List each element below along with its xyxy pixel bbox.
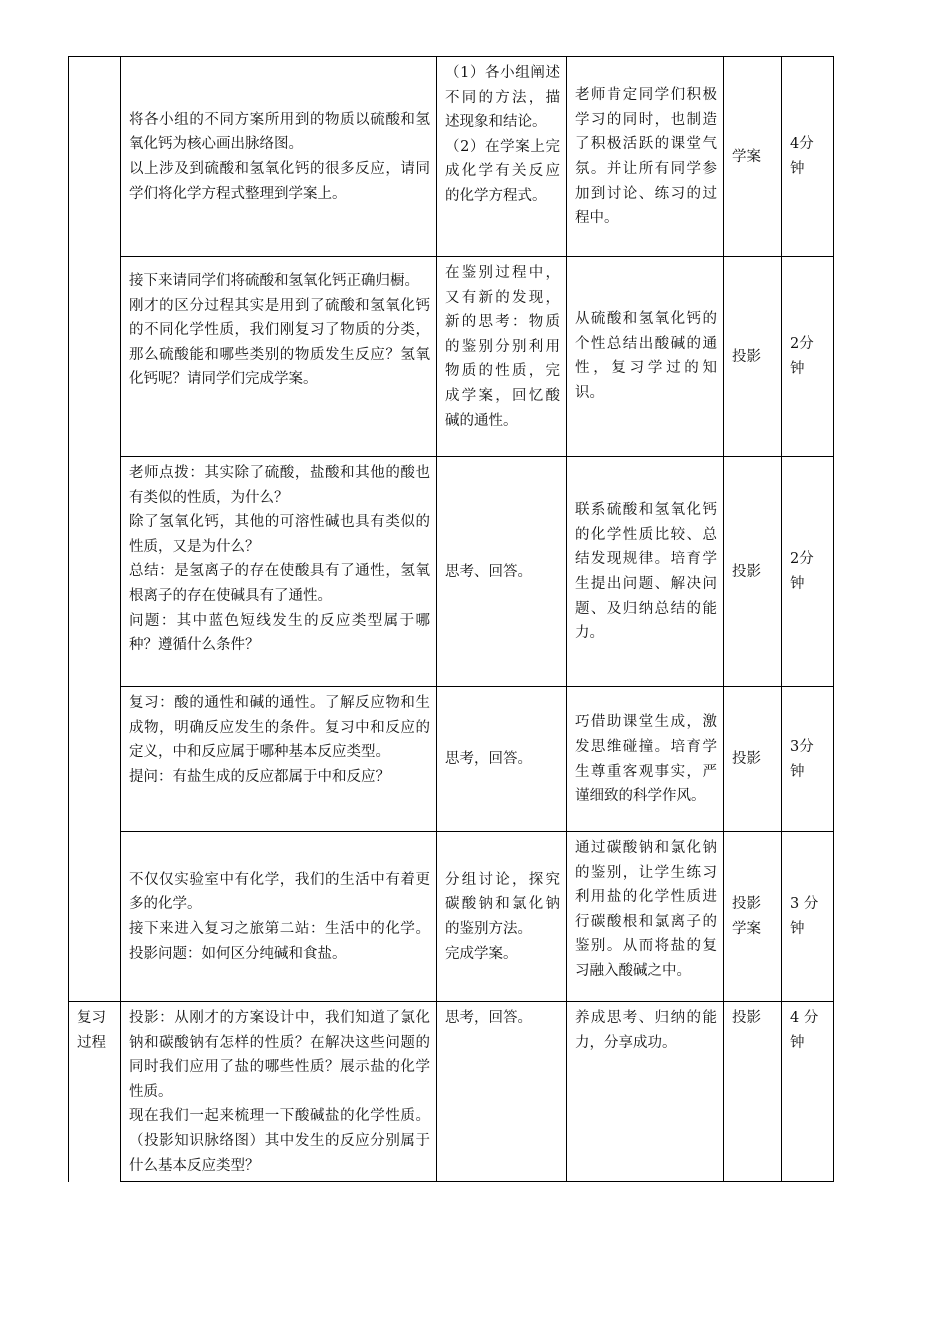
intent-text: 从硫酸和氢氧化钙的个性总结出酸碱的通性，复习学过的知识。 xyxy=(575,311,717,401)
teacher-text: 以上涉及到硫酸和氢氧化钙的很多反应，请同学们将化学方程式整理到学案上。 xyxy=(129,161,430,202)
stage-cell xyxy=(69,1002,121,1182)
time-text: 2分钟 xyxy=(790,336,814,377)
teacher-text: 问题：其中蓝色短线发生的反应类型属于哪种？遵循什么条件？ xyxy=(129,612,430,654)
time-cell xyxy=(782,687,834,832)
intent-text: 联系硫酸和氢氧化钙的化学性质比较、总结发现规律。培育学生提出问题、解决问题、及归纳总结的能力。 xyxy=(575,502,717,642)
media-text: 投影 xyxy=(732,1010,761,1026)
time-text: 3分钟 xyxy=(790,738,814,780)
intent-text: 养成思考、归纳的能力，分享成功。 xyxy=(575,1010,717,1051)
teacher-text: 总结：是氢离子的存在使酸具有了通性，氢氧根离子的存在使碱具有了通性。 xyxy=(129,563,430,604)
media-text: 投影 xyxy=(732,563,761,580)
teacher-activity-cell xyxy=(121,57,437,257)
media-text: 学案 xyxy=(732,148,761,165)
media-cell xyxy=(724,257,782,457)
student-activity-cell xyxy=(437,57,567,257)
stage-label: 复习过程 xyxy=(77,1010,106,1051)
teacher-text: 将各小组的不同方案所用到的物质以硫酸和氢氧化钙为核心画出脉络图。 xyxy=(129,111,430,153)
media-text: 投影学案 xyxy=(732,896,761,937)
teacher-activity-cell xyxy=(121,832,437,1002)
design-intent-cell xyxy=(567,457,724,687)
time-cell xyxy=(782,257,834,457)
media-cell xyxy=(724,832,782,1002)
media-cell xyxy=(724,457,782,687)
teacher-text: 现在我们一起来梳理一下酸碱盐的化学性质。（投影知识脉络图）其中发生的反应分别属于什么基本反应类型？ xyxy=(129,1108,430,1174)
media-text: 投影 xyxy=(732,348,761,365)
teacher-text: 接下来请同学们将硫酸和氢氧化钙正确归橱。 xyxy=(129,273,419,289)
intent-text: 巧借助课堂生成，激发思维碰撞。培育学生尊重客观事实，严谨细致的科学作风。 xyxy=(575,714,717,805)
teacher-text: 接下来进入复习之旅第二站：生活中的化学。投影问题：如何区分纯碱和食盐。 xyxy=(129,921,430,962)
intent-text: 通过碳酸钠和氯化钠的鉴别，让学生练习利用盐的化学性质进行碳酸根和氯离子的鉴别。从而将盐的复习融入酸碱之中。 xyxy=(575,840,717,979)
teacher-text: 不仅仅实验室中有化学，我们的生活中有着更多的化学。 xyxy=(129,871,430,913)
media-text: 投影 xyxy=(732,751,761,768)
student-text: （2）在学案上完成化学有关反应的化学方程式。 xyxy=(445,138,560,204)
teacher-activity-cell xyxy=(121,457,437,687)
time-text: 3 分钟 xyxy=(790,896,819,937)
student-activity-cell xyxy=(437,687,567,832)
student-activity-cell xyxy=(437,257,567,457)
teacher-activity-cell xyxy=(121,257,437,457)
student-text: 思考，回答。 xyxy=(445,1010,532,1026)
table-row xyxy=(69,257,834,457)
student-activity-cell xyxy=(437,457,567,687)
teacher-activity-cell xyxy=(121,687,437,832)
student-text: 思考、回答。 xyxy=(445,563,532,580)
student-text: 思考，回答。 xyxy=(445,751,532,768)
time-text: 4分钟 xyxy=(790,136,814,177)
student-text: 完成学案。 xyxy=(445,945,518,962)
time-text: 2分钟 xyxy=(790,551,814,592)
student-activity-cell xyxy=(437,1002,567,1182)
teacher-text: 投影：从刚才的方案设计中，我们知道了氯化钠和碳酸钠有怎样的性质？在解决这些问题的同时我们应用了盐的哪些性质？展示盐的化学性质。 xyxy=(129,1010,430,1100)
table-row xyxy=(69,832,834,1002)
student-text: 在鉴别过程中，又有新的发现，新的思考：物质的鉴别分别利用物质的性质，完成学案，回忆酸碱的通性。 xyxy=(445,265,560,429)
media-cell xyxy=(724,687,782,832)
teacher-text: 刚才的区分过程其实是用到了硫酸和氢氧化钙的不同化学性质，我们刚复习了物质的分类，那么硫酸能和哪些类别的物质发生反应？氢氧化钙呢？请同学们完成学案。 xyxy=(129,297,430,388)
media-cell xyxy=(724,57,782,257)
time-text: 4 分钟 xyxy=(790,1010,819,1051)
teacher-text: 除了氢氧化钙，其他的可溶性碱也具有类似的性质，又是为什么？ xyxy=(129,514,430,555)
table-row xyxy=(69,687,834,832)
table-row xyxy=(69,457,834,687)
time-cell xyxy=(782,832,834,1002)
student-text: （1）各小组阐述不同的方法，描述现象和结论。 xyxy=(445,65,560,131)
design-intent-cell xyxy=(567,687,724,832)
teacher-text: 老师点拨：其实除了硫酸，盐酸和其他的酸也有类似的性质，为什么？ xyxy=(129,465,430,506)
design-intent-cell xyxy=(567,57,724,257)
time-cell xyxy=(782,57,834,257)
teacher-text: 复习：酸的通性和碱的通性。了解反应物和生成物，明确反应发生的条件。复习中和反应的定义，中和反应属于哪种基本反应类型。 xyxy=(129,695,430,761)
teacher-activity-cell xyxy=(121,1002,437,1182)
design-intent-cell xyxy=(567,257,724,457)
intent-text: 老师肯定同学们积极学习的同时，也制造了积极活跃的课堂气氛。并让所有同学参加到讨论、练习的过程中。 xyxy=(575,87,717,227)
student-text: 分组讨论，探究碳酸钠和氯化钠的鉴别方法。 xyxy=(445,871,560,937)
table-row xyxy=(69,57,834,257)
lesson-plan-table xyxy=(68,56,834,1182)
student-activity-cell xyxy=(437,832,567,1002)
time-cell xyxy=(782,1002,834,1182)
stage-cell-empty xyxy=(69,57,121,1002)
time-cell xyxy=(782,457,834,687)
design-intent-cell xyxy=(567,832,724,1002)
media-cell xyxy=(724,1002,782,1182)
table-row xyxy=(69,1002,834,1182)
design-intent-cell xyxy=(567,1002,724,1182)
teacher-text: 提问：有盐生成的反应都属于中和反应？ xyxy=(129,768,390,785)
